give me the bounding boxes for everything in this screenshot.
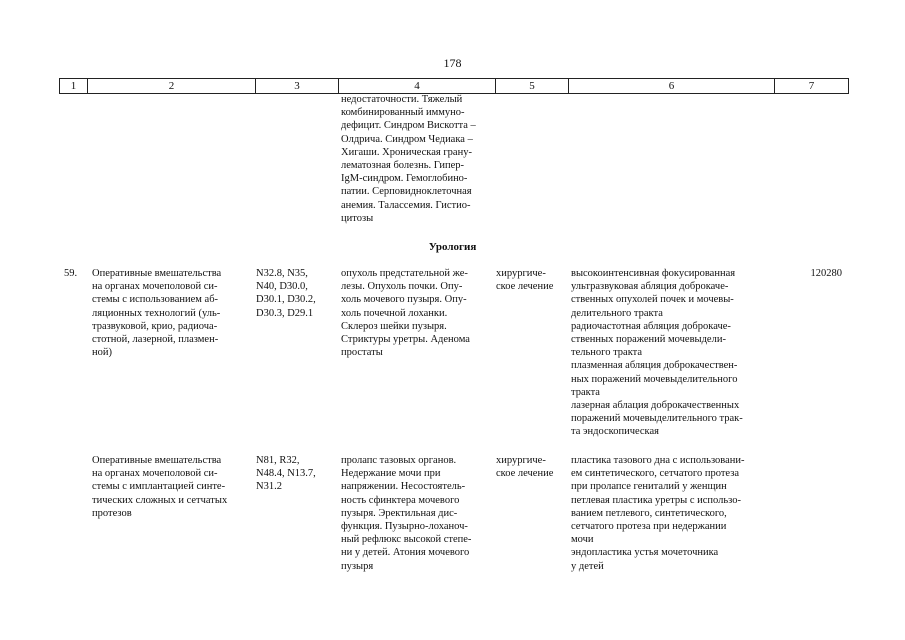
treatment-type: хирургиче- ское лечение xyxy=(496,268,554,293)
section-title: Урология xyxy=(428,241,477,253)
column-number-2: 2 xyxy=(87,79,255,93)
column-number-6: 6 xyxy=(568,79,774,93)
icd-codes: N32.8, N35, N40, D30.0, D30.1, D30.2, D30.3, D29.1 xyxy=(256,268,316,319)
treatment-type: хирургиче- ское лечение xyxy=(496,455,554,480)
continuation-diagnosis-text: недостаточности. Тяжелый комбинированный иммуно- дефицит. Синдром Вискотта – Олдрича. Синдром Чедиака – Хигаши. Хроническая грану- лематозная болезнь. Гипер- IgM-синдром. Гемоглобино- патии. Серповидноклеточная анемия. Талассемия. Гистио- цитозы xyxy=(341,94,476,224)
column-number-7: 7 xyxy=(774,79,849,93)
column-number-4: 4 xyxy=(338,79,495,93)
diagnosis: опухоль предстательной же- лезы. Опухоль почки. Опу- холь мочевого пузыря. Опу- холь почечной лоханки. Склероз шейки пузыря. Стриктуры уретры. Аденома простаты xyxy=(341,268,470,359)
column-number-1: 1 xyxy=(59,79,87,93)
column-number-5: 5 xyxy=(495,79,568,93)
column-number-3: 3 xyxy=(255,79,338,93)
intervention-type: Оперативные вмешательства на органах мочеполовой си- стемы с использованием аб- ляционных технологий (уль- тразвуковой, крио, радиоча- стотной, лазерной, плазмен- ной) xyxy=(92,268,222,359)
row-number: 59. xyxy=(64,268,78,279)
intervention-type: Оперативные вмешательства на органах мочеполовой си- стемы с имплантацией синте- тических сложных и сетчатых протезов xyxy=(92,455,228,519)
norm-value: 120280 xyxy=(810,268,842,279)
icd-codes: N81, R32, N48.4, N13.7, N31.2 xyxy=(256,455,316,493)
treatment-methods: высокоинтенсивная фокусированная ультразвуковая абляция доброкаче- ственных опухолей почек и мочевы- делительного тракта радиочастотная абляция доброкаче- ственных поражений мочевыдели- тельного тракта плазменная абляция доброкачествен- ных поражений мочевыделительного тракта лазерная аблация доброкачественных поражений мочевыделительного трак- та эндоскопическая xyxy=(571,268,743,438)
table-column-header xyxy=(59,78,849,94)
treatment-methods: пластика тазового дна с использовани- ем синтетического, сетчатого протеза при пролапсе гениталий у женщин петлевая пластика уретры с использо- ванием петлевого, синтетического, сетчатого протеза при недержании мочи эндопластика устья мочеточника у детей xyxy=(571,455,745,572)
page-number: 178 xyxy=(443,56,462,70)
diagnosis: пролапс тазовых органов. Недержание мочи при напряжении. Несостоятель- ность сфинктера мочевого пузыря. Эректильная дис- функция. Пузырно-лоханоч- ный рефлюкс высокой степе- ни у детей. Атония мочевого пузыря xyxy=(341,455,472,572)
